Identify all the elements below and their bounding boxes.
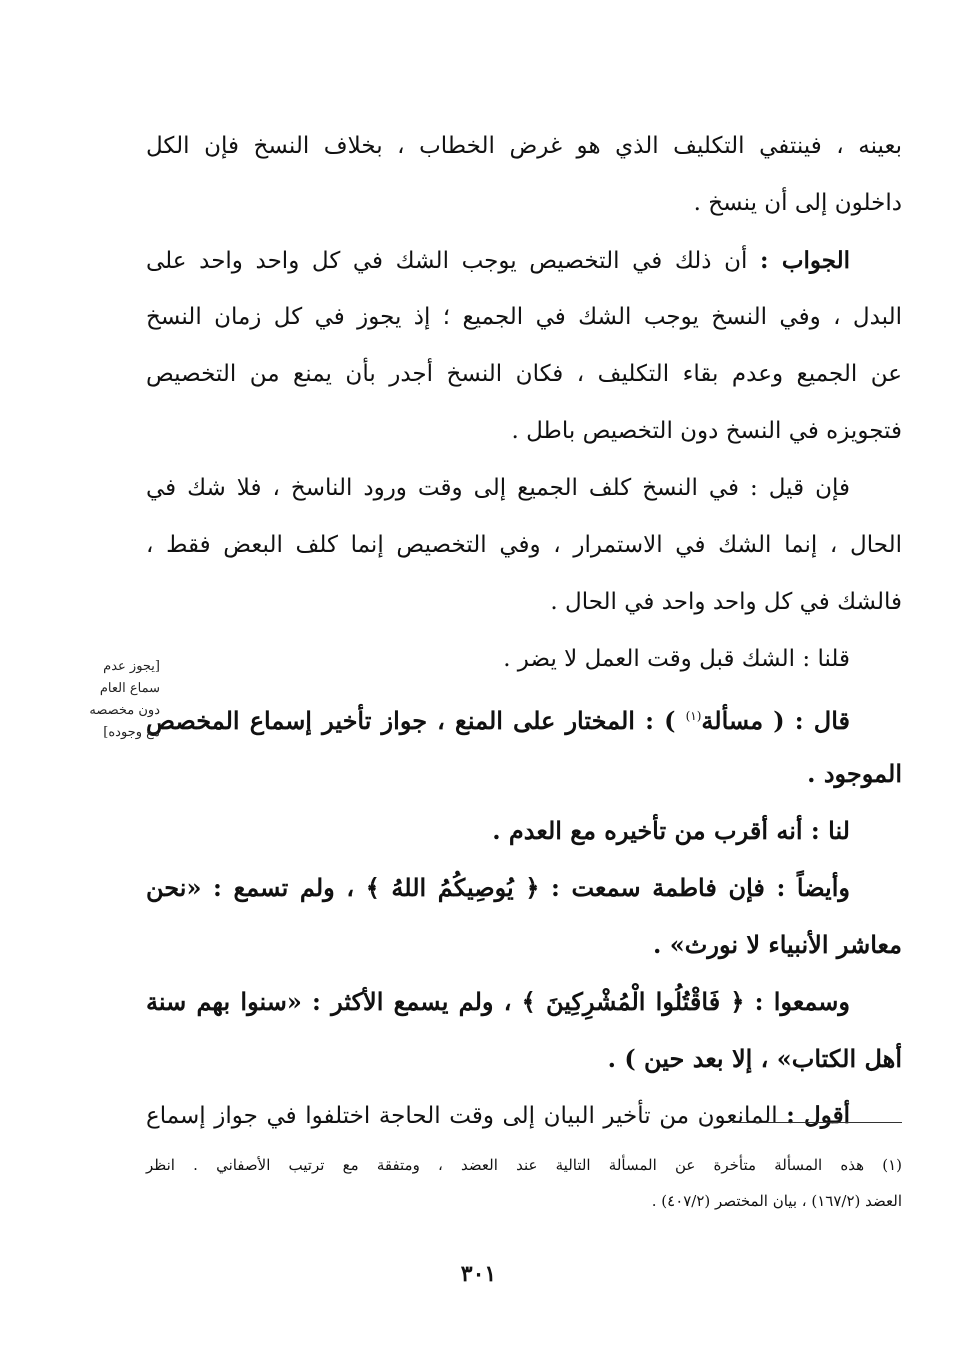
footnote-divider (732, 1122, 902, 1123)
text-line: معاشر الأنبياء لا نورث» . (653, 930, 902, 959)
aqool-text: المانعون من تأخير البيان إلى وقت الحاجة اختلفوا في جواز إسماع (146, 1103, 778, 1129)
text-line: لنا : أنه أقرب من تأخيره مع العدم . (492, 816, 850, 845)
text-line: داخلون إلى أن ينسخ . (693, 190, 902, 216)
margin-note (62, 656, 160, 744)
footnote-line: (١) هذه المسألة متأخرة عن المسألة التالية عند العضد ، ومتفقة مع ترتيب الأصفاني . انظر (146, 1156, 902, 1174)
text-line: فإن قيل : في النسخ كلف الجميع إلى وقت ورود الناسخ ، فلا شك في (146, 475, 850, 501)
text-line: عن الجميع وعدم بقاء التكليف ، فكان النسخ أجدر بأن يمنع من التخصيص (146, 361, 902, 387)
margin-note-line: دون مخصصه (89, 703, 160, 718)
text-line: البدل ، وفي النسخ يوجب الشك في الجميع ؛ إذ يجوز في كل زمان النسخ (146, 304, 902, 330)
masala-label: قال : ( مسألة (701, 706, 850, 735)
footnote-marker: (١) (685, 709, 702, 723)
margin-note-line: سماع العام (99, 681, 160, 696)
aqool-line (146, 1087, 902, 1144)
text-line: الموجود . (807, 759, 902, 788)
text-line: وأيضاً : فإن فاطمة سمعت : ﴿ يُوصِيكُمُ اللهُ ﴾ ، ولم تسمع : «نحن (146, 873, 850, 902)
answer-label: الجواب : (760, 247, 850, 274)
masala-line (146, 688, 902, 745)
text-line: أهل الكتاب» ، إلا بعد حين ) . (607, 1044, 902, 1073)
answer-line (146, 232, 902, 289)
footnotes (146, 1147, 902, 1219)
page-number: ٣٠١ (460, 1261, 497, 1287)
margin-note-line: [يجوز عدم (103, 659, 160, 674)
text-line: وسمعوا : ﴿ فَاقْتُلُوا الْمُشْرِكِينَ ﴾ ، ولم يسمع الأكثر : «سنوا بهم سنة (146, 987, 850, 1016)
masala-text: ) : المختار على المنع ، جواز تأخير إسماع المخصص (146, 706, 676, 735)
main-text (146, 118, 902, 1144)
margin-note-line: مع وجوده] (103, 725, 160, 740)
aqool-label: أقول : (786, 1102, 850, 1129)
text-line: فتجويزه في النسخ دون التخصيص باطل . (511, 418, 902, 444)
text-line: الحال ، إنما الشك في الاستمرار ، وفي التخصيص إنما كلف البعض فقط ، (146, 532, 902, 558)
text-line: قلنا : الشك قبل وقت العمل لا يضر . (503, 646, 850, 672)
text-line: بعينه ، فينتفي التكليف الذي هو غرض الخطاب ، بخلاف النسخ فإن الكل (146, 133, 902, 159)
text-line: فالشك في كل واحد واحد في الحال . (550, 589, 902, 615)
footnote-line: العضد (١٦٧/٢) ، بيان المختصر (٤٠٧/٢) . (651, 1192, 902, 1210)
answer-text: أن ذلك في التخصيص يوجب الشك في كل واحد واحد على (146, 248, 748, 274)
